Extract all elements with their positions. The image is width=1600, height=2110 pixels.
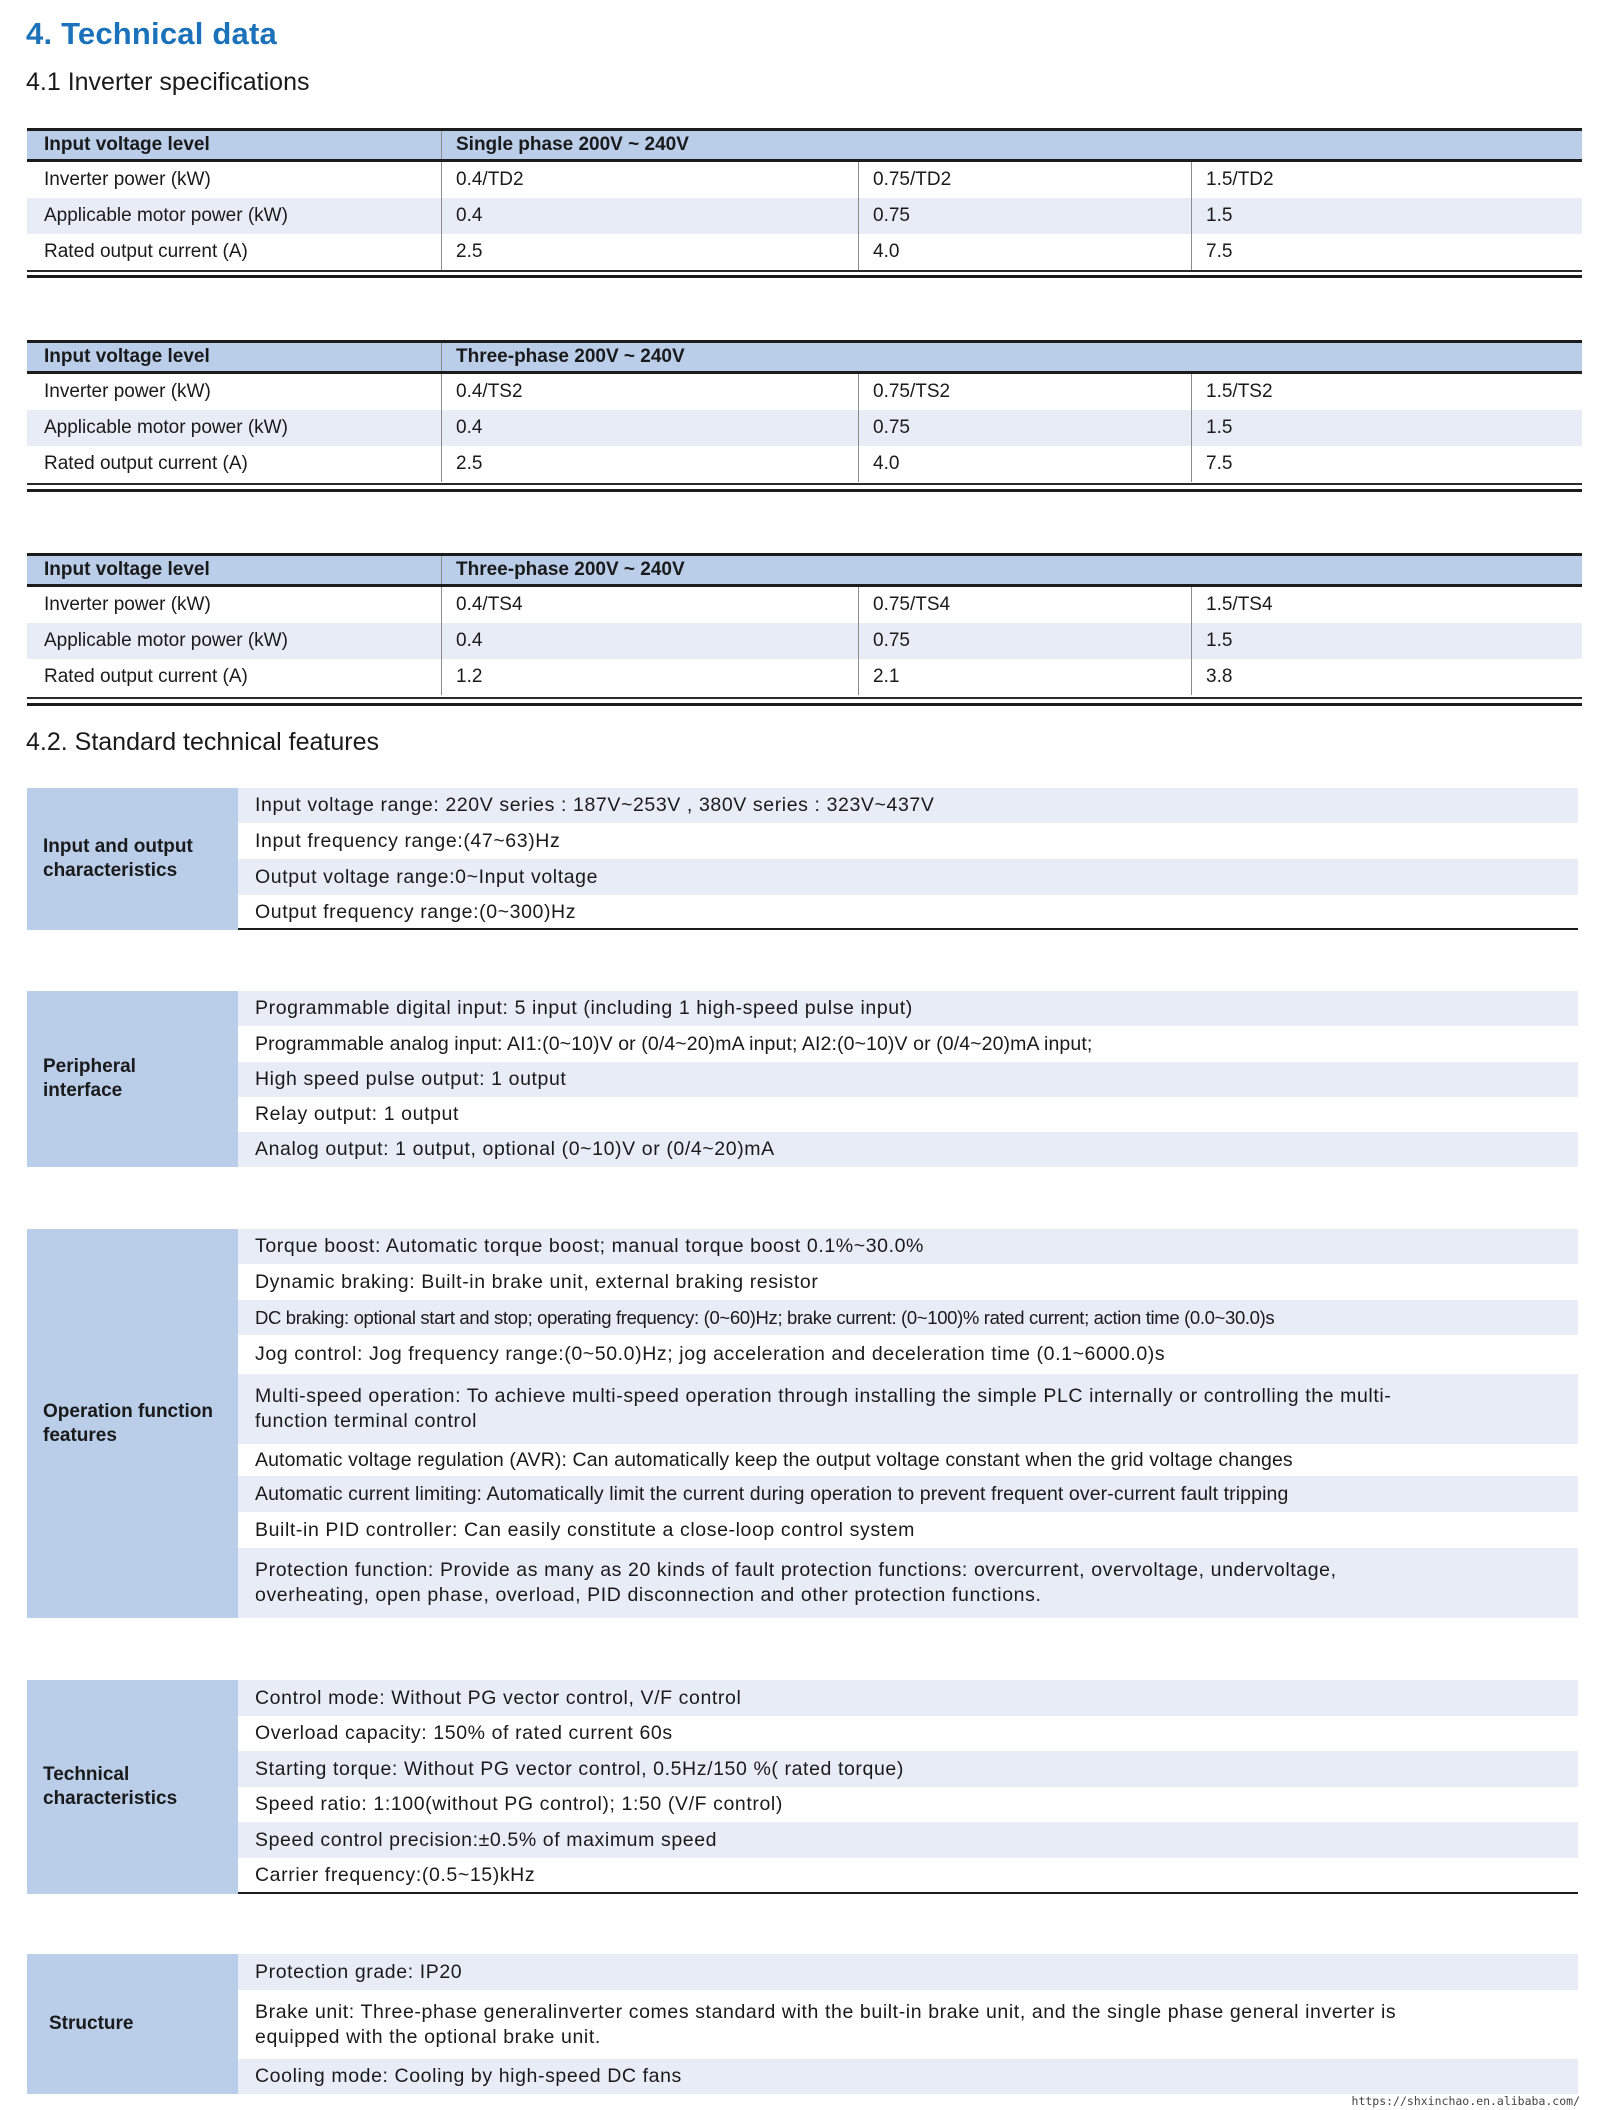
table-bottom-rule	[27, 489, 1582, 492]
cell-value: 0.75/TD2	[858, 162, 1191, 198]
row-label: Inverter power (kW)	[44, 381, 211, 402]
feature-item: Multi-speed operation: To achieve multi-speed operation through installing the simple PLC internally or controlling the multi-function terminal control	[238, 1374, 1578, 1444]
table-header-row	[27, 340, 1582, 374]
cell-value: 2.1	[858, 659, 1191, 695]
cell-value: 2.5	[441, 234, 858, 270]
feature-item: Starting torque: Without PG vector control, 0.5Hz/150 %( rated torque)	[238, 1751, 1578, 1787]
cell-value: 1.5/TD2	[1191, 162, 1582, 198]
table-row	[27, 234, 1582, 270]
feature-item: Cooling mode: Cooling by high-speed DC fans	[238, 2059, 1578, 2094]
group-bottom-rule	[238, 928, 1578, 930]
feature-item: Protection function: Provide as many as 20 kinds of fault protection functions: overcurrent, overvoltage, undervoltage, overheating, open phase, overload, PID disconnection and other protection functions.	[238, 1548, 1578, 1618]
cell-value: 0.75	[858, 623, 1191, 659]
row-label: Applicable motor power (kW)	[44, 417, 288, 438]
table-row	[27, 587, 1582, 623]
feature-item: Relay output: 1 output	[255, 1103, 460, 1125]
row-label: Rated output current (A)	[44, 241, 248, 262]
feature-group-structure	[27, 1954, 1578, 2094]
cell-value: 0.4/TD2	[441, 162, 858, 198]
feature-item: Automatic current limiting: Automatically limit the current during operation to prevent frequent over-current fault tripping	[238, 1476, 1578, 1512]
feature-item: Speed control precision:±0.5% of maximum speed	[238, 1822, 1578, 1858]
header-label: Input voltage level	[44, 346, 210, 367]
section-heading-inverter-specifications: 4.1 Inverter specifications	[26, 68, 310, 96]
watermark-url: https://shxinchao.en.alibaba.com/	[1351, 2094, 1580, 2108]
cell-value: 0.75	[858, 410, 1191, 446]
cell-value: 3.8	[1191, 659, 1582, 695]
cell-value: 1.5	[1191, 198, 1582, 234]
feature-item: Output voltage range:0~Input voltage	[238, 859, 1578, 895]
feature-category: Technical characteristics	[27, 1680, 238, 1894]
feature-item: Programmable analog input: AI1:(0~10)V or (0/4~20)mA input; AI2:(0~10)V or (0/4~20)mA input;	[255, 1032, 1093, 1055]
feature-item: DC braking: optional start and stop; operating frequency: (0~60)Hz; brake current: (0~100)% rated current; action time (0.0~30.0)s	[238, 1300, 1578, 1335]
feature-item: Overload capacity: 150% of rated current 60s	[255, 1722, 673, 1744]
table-row	[27, 374, 1582, 410]
header-label: Input voltage level	[44, 559, 210, 580]
cell-value: 1.5	[1191, 410, 1582, 446]
cell-value: 0.4	[441, 623, 858, 659]
cell-value: 1.2	[441, 659, 858, 695]
feature-item: Carrier frequency:(0.5~15)kHz	[255, 1864, 536, 1886]
spec-table-three-phase-ts2	[27, 340, 1582, 492]
table-row	[27, 198, 1582, 234]
page-title: 4. Technical data	[26, 16, 277, 51]
feature-category: Operation function features	[27, 1229, 238, 1618]
cell-value: 0.4	[441, 198, 858, 234]
feature-item: Automatic voltage regulation (AVR): Can automatically keep the output voltage constant when the grid voltage changes	[255, 1448, 1293, 1471]
cell-value: 4.0	[858, 234, 1191, 270]
table-bottom-rule	[27, 697, 1582, 699]
spec-table-single-phase	[27, 128, 1582, 278]
feature-item: Analog output: 1 output, optional (0~10)V or (0/4~20)mA	[238, 1132, 1578, 1167]
cell-value: 7.5	[1191, 234, 1582, 270]
header-value: Three-phase 200V ~ 240V	[441, 556, 1582, 584]
cell-value: 0.75/TS4	[858, 587, 1191, 623]
row-label: Inverter power (kW)	[44, 169, 211, 190]
cell-value: 1.5/TS2	[1191, 374, 1582, 410]
table-bottom-rule	[27, 275, 1582, 278]
row-label: Applicable motor power (kW)	[44, 630, 288, 651]
row-label: Rated output current (A)	[44, 453, 248, 474]
table-bottom-rule	[27, 270, 1582, 272]
feature-category: Structure	[27, 1954, 238, 2094]
feature-item: Jog control: Jog frequency range:(0~50.0)Hz; jog acceleration and deceleration time (0.1~6000.0)s	[255, 1343, 1166, 1365]
feature-item: Torque boost: Automatic torque boost; manual torque boost 0.1%~30.0%	[238, 1229, 1578, 1264]
cell-value: 1.5/TS4	[1191, 587, 1582, 623]
feature-item: Programmable digital input: 5 input (including 1 high-speed pulse input)	[238, 991, 1578, 1026]
cell-value: 0.75/TS2	[858, 374, 1191, 410]
table-row	[27, 623, 1582, 659]
cell-value: 0.4	[441, 410, 858, 446]
feature-category: Input and output characteristics	[27, 788, 238, 930]
feature-item: Brake unit: Three-phase generalinverter comes standard with the built-in brake unit, and the single phase general inverter is equipped with the optional brake unit.	[255, 2000, 1397, 2048]
feature-item: Protection grade: IP20	[238, 1954, 1578, 1990]
feature-group-operation-functions	[27, 1229, 1578, 1618]
header-label: Input voltage level	[44, 134, 210, 155]
feature-item: Input voltage range: 220V series : 187V~253V , 380V series : 323V~437V	[238, 788, 1578, 823]
table-bottom-rule	[27, 483, 1582, 485]
feature-item: Input frequency range:(47~63)Hz	[255, 829, 561, 852]
feature-group-peripheral-interface	[27, 991, 1578, 1167]
table-row	[27, 410, 1582, 446]
header-value: Single phase 200V ~ 240V	[441, 131, 1582, 159]
feature-item: Built-in PID controller: Can easily constitute a close-loop control system	[255, 1518, 915, 1541]
spec-table-three-phase-ts4	[27, 553, 1582, 706]
feature-group-input-output	[27, 788, 1578, 930]
header-value: Three-phase 200V ~ 240V	[441, 343, 1582, 371]
row-label: Inverter power (kW)	[44, 594, 211, 615]
cell-value: 2.5	[441, 446, 858, 482]
feature-item: Control mode: Without PG vector control, V/F control	[238, 1680, 1578, 1716]
feature-item: Dynamic braking: Built-in brake unit, external braking resistor	[255, 1270, 819, 1293]
cell-value: 0.4/TS4	[441, 587, 858, 623]
cell-value: 0.4/TS2	[441, 374, 858, 410]
feature-item: High speed pulse output: 1 output	[238, 1062, 1578, 1097]
row-label: Rated output current (A)	[44, 666, 248, 687]
section-heading-standard-features: 4.2. Standard technical features	[26, 728, 380, 756]
feature-category: Peripheral interface	[27, 991, 238, 1167]
cell-value: 7.5	[1191, 446, 1582, 482]
cell-value: 0.75	[858, 198, 1191, 234]
table-row	[27, 162, 1582, 198]
cell-value: 4.0	[858, 446, 1191, 482]
feature-group-technical-characteristics	[27, 1680, 1578, 1894]
table-header-row	[27, 553, 1582, 587]
feature-item: Speed ratio: 1:100(without PG control); 1:50 (V/F control)	[255, 1793, 783, 1815]
table-bottom-rule	[27, 703, 1582, 706]
cell-value: 1.5	[1191, 623, 1582, 659]
feature-item: Output frequency range:(0~300)Hz	[255, 900, 577, 923]
row-label: Applicable motor power (kW)	[44, 205, 288, 226]
table-row	[27, 659, 1582, 695]
table-header-row	[27, 128, 1582, 162]
group-bottom-rule	[238, 1892, 1578, 1894]
table-row	[27, 446, 1582, 482]
